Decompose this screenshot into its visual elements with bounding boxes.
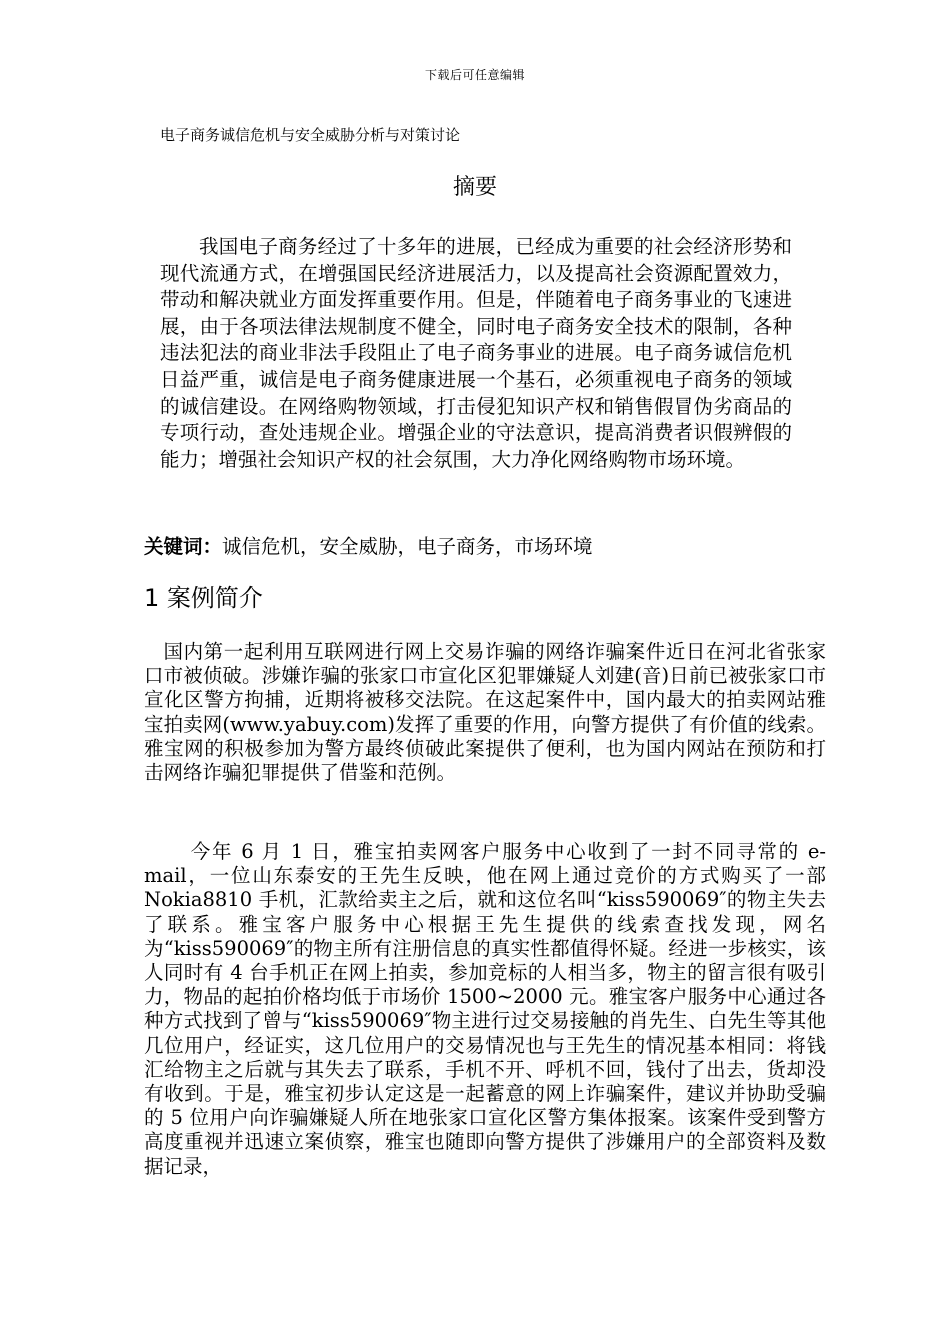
abstract-heading: 摘要 bbox=[452, 175, 497, 200]
keywords-line bbox=[144, 534, 824, 560]
page-header-note: 下载后可任意编辑 bbox=[424, 68, 525, 82]
body-paragraph: 国内第一起利用互联网进行网上交易诈骗的网络诈骗案件近日在河北省张家口市被侦破。涉嫌诈骗的张家口市宣化区犯罪嫌疑人刘建(音)日前已被张家口市宣化区警方拘捕，近期将被移交法院。在这起案件中，国内最大的拍卖网站雅宝拍卖网(www.yabuy.com)发挥了重要的作用，向警方提供了有价值的线索。雅宝网的积极参加为警方最终侦破此案提供了便利，也为国内网站在预防和打击网络诈骗犯罪提供了借鉴和范例。 bbox=[144, 640, 826, 785]
abstract-body: 我国电子商务经过了十多年的进展，已经成为重要的社会经济形势和现代流通方式，在增强国民经济进展活力，以及提高社会资源配置效力，带动和解决就业方面发挥重要作用。但是，伴随着电子商务事业的飞速进展，由于各项法律法规制度不健全，同时电子商务安全技术的限制，各种违法犯法的商业非法手段阻止了电子商务事业的进展。电子商务诚信危机日益严重，诚信是电子商务健康进展一个基石，必须重视电子商务的领域的诚信建设。在网络购物领域，打击侵犯知识产权和销售假冒伪劣商品的专项行动，查处违规企业。增强企业的守法意识，提高消费者识假辨假的能力；增强社会知识产权的社会氛围，大力净化网络购物市场环境。 bbox=[160, 235, 792, 471]
section-heading: 1 案例简介 bbox=[144, 584, 263, 612]
body-paragraph: 今年 6 月 1 日，雅宝拍卖网客户服务中心收到了一封不同寻常的 e-mail，一位山东泰安的王先生反映，他在网上通过竞价的方式购买了一部 Nokia8810 手机，汇款给卖主之后，就和这位名叫“kiss590069″的物主失去了联系。雅宝客户服务中心根据王先生提供的线索查找发现，网名为“kiss590069″的物主所有注册信息的真实性都值得怀疑。经进一步核实，该人同时有 4 台手机正在网上拍卖，参加竞标的人相当多，物主的留言很有吸引力，物品的起拍价格均低于市场价 1500~2000 元。雅宝客户服务中心通过各种方式找到了曾与“kiss590069″物主进行过交易接触的肖先生、白先生等其他几位用户，经证实，这几位用户的交易情况也与王先生的情况基本相同：将钱汇给物主之后就与其失去了联系，手机不开、呼机不回，钱付了出去，货却没有收到。于是，雅宝初步认定这是一起蓄意的网上诈骗案件，建议并协助受骗的 5 位用户向诈骗嫌疑人所在地张家口宣化区警方集体报案。该案件受到警方高度重视并迅速立案侦察，雅宝也随即向警方提供了涉嫌用户的全部资料及数据记录， bbox=[144, 840, 826, 1178]
keywords-label: 关键词： bbox=[144, 535, 223, 558]
document-title: 电子商务诚信危机与安全威胁分析与对策讨论 bbox=[160, 126, 461, 144]
keywords-text: 诚信危机，安全威胁，电子商务，市场环境 bbox=[222, 535, 593, 558]
